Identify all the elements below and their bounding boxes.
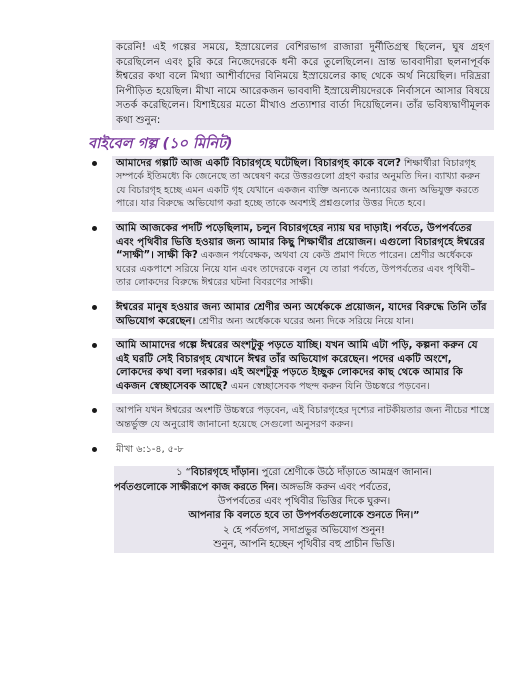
verse-line: ২ হে পর্বতগণ, সদাপ্রভুর অভিযোগ শুনুন!	[223, 524, 385, 536]
item-body: একজন পর্যবেক্ষক, অথবা যে কেউ প্রমাণ দিতে পারেন। শ্রেণীর অর্ধেককে ঘরের একপাশে সরিয়ে নিয়ে যান এবং তাদেরকে বলুন যে তারা পর্বতে, উপপর্বতের এবং পৃথিবী– তার লোকদের বিরুদ্ধে ঈশ্বরের ঘটনা বিবরণের সাক্ষী।	[116, 250, 476, 289]
item-lead: আমি আমাদের গল্পে ঈশ্বরের অংশটুকু পড়তে যাচ্ছি। যখন আমি এটা পড়ি, কল্পনা করুন যে এই ঘরটি সেই বিচারগৃহ যেখানে ঈশ্বর তাঁর অভিযোগ করেছেন। পদের একটি অংশে, লোকদের কথা বলা দরকার। এই অংশটুকু পড়তে ইচ্ছুক লোকদের কাছ থেকে আমার কি একজন স্বেচ্ছাসেবক আছে?	[116, 340, 478, 392]
list-item	[112, 403, 494, 432]
verse-line: শুনুন, আপনি হচ্ছেন পৃথিবীর বহু প্রাচীন ভিত্তি।	[213, 539, 395, 551]
list-item	[112, 338, 494, 394]
list-item	[112, 156, 494, 212]
verse-instruction: বিচারগৃহে দাঁড়ান।	[190, 467, 259, 479]
bullet-icon	[92, 161, 97, 166]
item-block	[112, 338, 494, 394]
list-item	[112, 221, 494, 291]
bullet-icon	[92, 305, 97, 310]
section-heading: বাইবেল গল্প (১০ মিনিট)	[88, 135, 233, 152]
item-body: শ্রেণীর অন্য অর্ধেককে ঘরের অন্য দিকে সরিয়ে নিয়ে যান।	[198, 315, 414, 327]
item-block	[112, 221, 494, 291]
intro-paragraph: করেনি! এই গল্পের সময়ে, ইস্রায়েলের বেশিরভাগ রাজারা দুর্নীতিগ্রস্থ ছিলেন, ঘুষ গ্রহণ করেছিলেন এবং চুরি করে নিজেদেরকে ধনী করে তুলেছিলেন। ভ্রান্ত ভাববাদীরা ছলনাপূর্বক ঈশ্বরের কথা বলে মিথ্যা আশীর্বাদের বিনিময়ে ইস্রায়েলের কাছ থেকে অর্থ নিয়েছিল। দরিদ্ররা নিপীড়িত হয়েছিল। মীখা নামে আরেকজন ভাববাদী ইস্রায়েলীয়দেরকে নির্বাসনে আসার বিষয়ে সতর্ক করেছিলেন। যিশাইয়ের মতো মীখাও প্রত্যাশার বার্তা দিয়েছিলেন। তাঁর ভবিষ্যদ্বাণীমূলক কথা শুনুন:	[112, 40, 494, 130]
item-body: শিক্ষার্থীরা বিচারগৃহ সম্পর্কে ইতিমধ্যে কি জেনেছে তা অন্বেষণ করে উত্তরগুলো গ্রহণ করার অনুমতি দিন। ব্যাখ্যা করুন যে বিচারগৃহ হচ্ছে এমন একটি গৃহ যেখানে একজন ব্যক্তি অন্যকে অন্যায়ের জন্য অভিযুক্ত করতে পারে। যার বিরুদ্ধে অভিযোগ করা হচ্ছে তাকে অবশ্যই প্রশ্নগুলোর উত্তর দিতে হবে।	[116, 157, 481, 210]
bullet-icon	[92, 408, 97, 413]
item-lead: আমি আজকের পদটি পড়েছিলাম, চলুন বিচারগৃহের ন্যায় ঘর দাড়াই। পর্বতে, উপপর্বতের এবং পৃথিবীর ভিত্তি হওয়ার জন্য আমার কিছু শিক্ষার্থীর প্রয়োজন। এগুলো বিচারগৃহে ঈশ্বরের “সাক্ষী”। সাক্ষী কি?	[116, 222, 485, 262]
item-block	[112, 300, 494, 329]
verse-line: আপনার কি বলতে হবে তা উপপর্বতগুলোকে শুনতে দিন।”	[188, 510, 420, 522]
item-block	[112, 442, 494, 458]
bullet-icon	[92, 343, 97, 348]
bullet-icon	[92, 447, 97, 452]
item-block	[112, 156, 494, 212]
verse-line: উপপর্বতের এবং পৃথিবীর ভিত্তির দিকে ঘুরুন।	[217, 496, 391, 508]
scripture-reference: মীখা ৬:১-৪, ৫-৮	[116, 443, 184, 455]
list-item	[112, 300, 494, 329]
verse-line	[114, 466, 494, 480]
verse-note: অঙ্গভঙ্গি করুন এবং পর্বতের,	[277, 481, 391, 493]
scripture-passage	[114, 466, 494, 552]
verse-note: পুরো শ্রেণীকে উঠে দাঁড়াতে আমন্ত্রণ জানান।	[258, 467, 432, 479]
item-body: এমন স্বেচ্ছাসেবক পছন্দ করুন যিনি উচ্চস্বরে পড়বেন।	[230, 380, 430, 392]
item-lead: ঈশ্বরের মানুষ হওয়ার জন্য আমার শ্রেণীর অন্য অর্ধেককে প্রয়োজন, যাদের বিরুদ্ধে তিনি তাঁর অভিযোগ করেছেন।	[116, 301, 487, 327]
list-item	[112, 442, 494, 458]
verse-instruction: পর্বতগুলোকে সাক্ষীরূপে কাজ করতে দিন।	[114, 481, 278, 493]
item-lead: আমাদের গল্পটি আজ একটি বিচারগৃহে ঘটেছিল। বিচারগৃহ কাকে বলে?	[116, 157, 401, 169]
instruction-list	[44, 156, 494, 458]
bullet-icon	[92, 226, 97, 231]
item-block	[112, 403, 494, 432]
item-body: আপনি যখন ঈশ্বরের অংশটি উচ্চস্বরে পড়বেন, এই বিচারগৃহের দৃশ্যের নাটকীয়তার জন্য নীচের শাস্ত্রে অন্তর্ভুক্ত যে অনুরোধ জানানো হয়েছে সেগুলো অনুসরণ করুন।	[116, 405, 490, 431]
verse-line	[114, 481, 494, 495]
verse-number: ১ “	[176, 467, 191, 479]
